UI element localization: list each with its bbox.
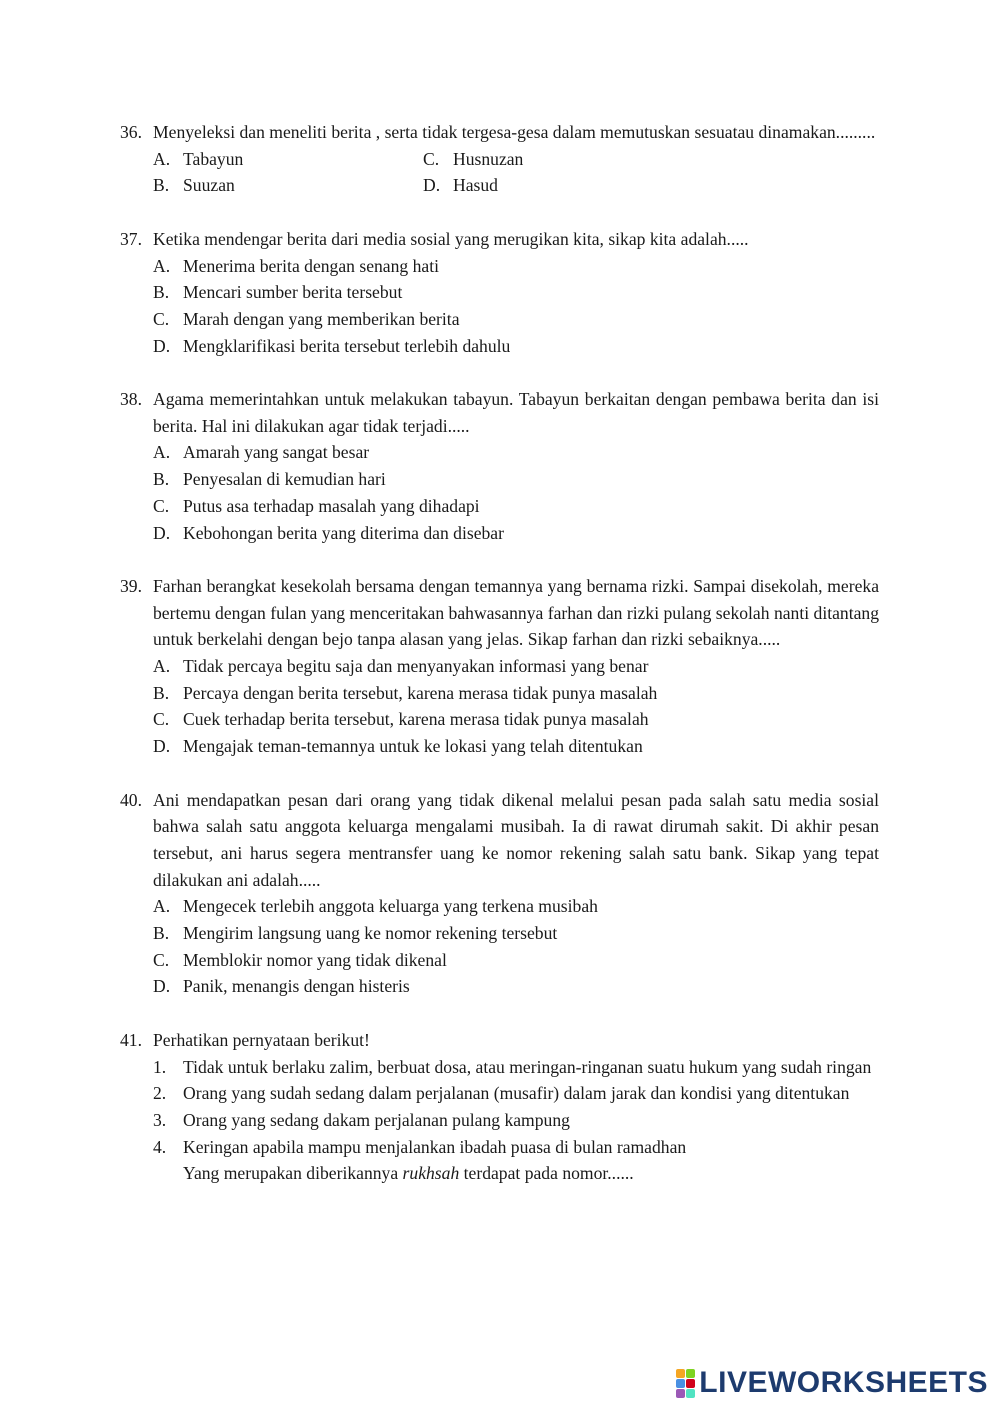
logo-square xyxy=(686,1379,695,1388)
option-a[interactable]: A. Mengecek terlebih anggota keluarga yang terkena musibah xyxy=(153,896,598,917)
logo-icon xyxy=(676,1369,695,1398)
statement-4: 4. Keringan apabila mampu menjalankan ibadah puasa di bulan ramadhan xyxy=(153,1136,687,1157)
option-c[interactable]: C. Putus asa terhadap masalah yang dihadapi xyxy=(153,495,480,516)
question-number: 36. xyxy=(120,122,142,142)
logo-square xyxy=(676,1389,685,1398)
option-a[interactable]: A. Tidak percaya begitu saja dan menyanyakan informasi yang benar xyxy=(153,656,649,677)
question-38 xyxy=(120,386,879,546)
option-b[interactable]: B. Penyesalan di kemudian hari xyxy=(153,469,386,490)
worksheet-page xyxy=(120,119,879,1214)
option-a[interactable]: A. Menerima berita dengan senang hati xyxy=(153,255,439,276)
question-number: 38. xyxy=(120,389,142,409)
question-stem: Menyeleksi dan meneliti berita , serta tidak tergesa-gesa dalam memutuskan sesuatau dinamakan......... xyxy=(153,122,876,142)
question-number: 39. xyxy=(120,575,142,596)
question-37 xyxy=(120,226,879,360)
logo-square xyxy=(686,1389,695,1398)
liveworksheets-logo xyxy=(676,1366,988,1400)
option-c[interactable]: C. Memblokir nomor yang tidak dikenal xyxy=(153,949,447,970)
question-stem: Agama memerintahkan untuk melakukan tabayun. Tabayun berkaitan dengan pembawa berita dan isi berita. Hal ini dilakukan agar tidak terjadi..... xyxy=(153,389,879,436)
option-d[interactable]: D. Hasud xyxy=(423,175,498,196)
question-40 xyxy=(120,787,879,1001)
option-b[interactable]: B. Percaya dengan berita tersebut, karena merasa tidak punya masalah xyxy=(153,682,658,703)
option-a[interactable]: A. Amarah yang sangat besar xyxy=(153,442,370,463)
statement-1: 1. Tidak untuk berlaku zalim, berbuat dosa, atau meringan-ringanan suatu hukum yang sudah ringan xyxy=(153,1056,872,1077)
question-41 xyxy=(120,1027,879,1187)
option-d[interactable]: D. Kebohongan berita yang diterima dan disebar xyxy=(153,522,504,543)
statement-3: 3. Orang yang sedang dakam perjalanan pulang kampung xyxy=(153,1109,570,1130)
option-c[interactable]: C. Husnuzan xyxy=(423,148,524,169)
option-d[interactable]: D. Mengklarifikasi berita tersebut terlebih dahulu xyxy=(153,335,511,356)
question-stem: Farhan berangkat kesekolah bersama dengan temannya yang bernama rizki. Sampai disekolah, mereka bertemu dengan fulan yang menceritakan bahwasannya farhan dan rizki pulang sekolah nanti ditantang untuk berkelahi dengan bejo tanpa alasan yang jelas. Sikap farhan dan rizki sebaiknya..... xyxy=(153,575,879,650)
option-a[interactable]: A. Tabayun xyxy=(153,148,244,169)
logo-text: LIVEWORKSHEETS xyxy=(699,1366,988,1399)
question-36 xyxy=(120,119,879,199)
question-number: 40. xyxy=(120,789,142,810)
option-c[interactable]: C. Cuek terhadap berita tersebut, karena merasa tidak punya masalah xyxy=(153,709,649,730)
option-c[interactable]: C. Marah dengan yang memberikan berita xyxy=(153,308,460,329)
option-d[interactable]: D. Mengajak teman-temannya untuk ke lokasi yang telah ditentukan xyxy=(153,736,643,757)
question-closing: Yang merupakan diberikannya rukhsah terdapat pada nomor...... xyxy=(183,1163,634,1184)
statement-2: 2. Orang yang sudah sedang dalam perjalanan (musafir) dalam jarak dan kondisi yang ditentukan xyxy=(153,1083,850,1104)
logo-square xyxy=(676,1379,685,1388)
logo-square xyxy=(676,1369,685,1378)
option-b[interactable]: B. Mencari sumber berita tersebut xyxy=(153,282,403,303)
logo-square xyxy=(686,1369,695,1378)
question-number: 41. xyxy=(120,1029,142,1050)
question-number: 37. xyxy=(120,228,142,249)
options-grid xyxy=(153,146,879,199)
question-stem: Ketika mendengar berita dari media sosial yang merugikan kita, sikap kita adalah..... xyxy=(153,228,749,249)
question-39 xyxy=(120,573,879,760)
option-b[interactable]: B. Suuzan xyxy=(153,175,235,196)
option-d[interactable]: D. Panik, menangis dengan histeris xyxy=(153,976,410,997)
question-stem: Perhatikan pernyataan berikut! xyxy=(153,1029,370,1050)
question-stem: Ani mendapatkan pesan dari orang yang tidak dikenal melalui pesan pada salah satu media sosial bahwa salah satu anggota keluarga mengalami musibah. Ia di rawat dirumah sakit. Di akhir pesan tersebut, ani harus segera mentransfer uang ke nomor rekening salah satu bank. Sikap yang tepat dilakukan ani adalah..... xyxy=(153,789,879,890)
option-b[interactable]: B. Mengirim langsung uang ke nomor rekening tersebut xyxy=(153,923,558,944)
